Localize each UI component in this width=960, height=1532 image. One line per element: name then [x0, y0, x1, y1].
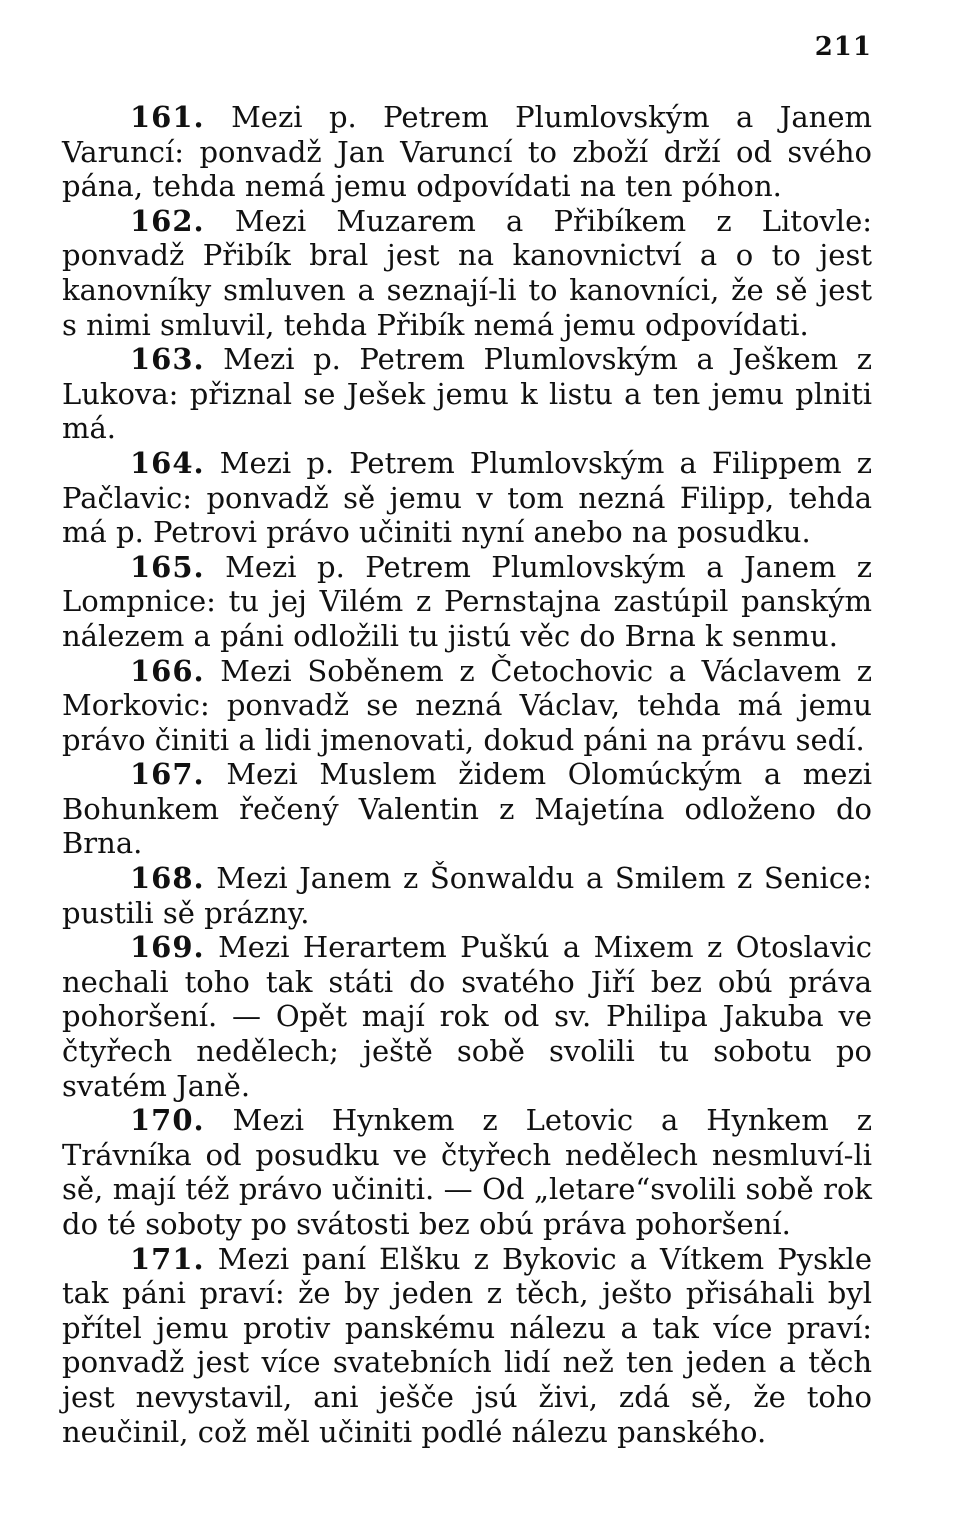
entry-169	[62, 930, 872, 1103]
entry-number: 164.	[130, 445, 205, 480]
entry-number: 165.	[130, 549, 205, 584]
entry-text: Mezi p. Petrem Plumlovským a Filippem z Pačlavic: ponvadž sě jemu v tom nezná Filipp, tehda má p. Petrovi právo učiniti nyní anebo na posudku.	[62, 445, 873, 550]
entry-171	[62, 1242, 872, 1450]
entry-text: Mezi Muzarem a Přibíkem z Litovle: ponvadž Přibík bral jest na kanovnictví a o to jest kanovníky smluven a seznají-li to kanovníci, že sě jest s nimi smluvil, tehda Přibík nemá jemu odpovídati.	[62, 203, 873, 342]
entry-168	[62, 861, 872, 930]
entry-number: 171.	[130, 1241, 205, 1276]
entry-162	[62, 204, 872, 342]
page-number: 211	[814, 32, 872, 62]
entry-text: Mezi p. Petrem Plumlovským a Janem Varuncí: ponvadž Jan Varuncí to zboží drží od svého pána, tehda nemá jemu odpovídati na ten póhon.	[62, 100, 873, 204]
entry-text: Mezi Herartem Puškú a Mixem z Otoslavic nechali toho tak státi do svatého Jiří bez obú práva pohoršení. — Opět mají rok od sv. Philipa Jakuba ve čtyřech nedělech; ještě sobě svolili tu sobotu po svatém Janě.	[62, 930, 872, 1103]
entry-number: 162.	[130, 203, 205, 238]
entry-number: 166.	[130, 653, 205, 688]
entry-164	[62, 446, 872, 550]
entry-text: Mezi Muslem židem Olomúckým a mezi Bohunkem řečený Valentin z Majetína odloženo do Brna.	[62, 757, 873, 861]
entry-text: Mezi paní Elšku z Bykovic a Vítkem Pyskle tak páni praví: že by jeden z těch, ješto přisáhali byl přítel jemu protiv panskému nálezu a tak více praví: ponvadž jest více svatebních lidí než ten jeden a těch jest nevystavil, ani ješče jsú živi, zdá sě, že toho neučinil, což měl učiniti podlé nálezu panského.	[62, 1241, 872, 1449]
entry-165	[62, 550, 872, 654]
entry-170	[62, 1103, 872, 1241]
entry-166	[62, 654, 872, 758]
entry-text: Mezi p. Petrem Plumlovským a Ješkem z Lukova: přiznal se Ješek jemu k listu a ten jemu plniti má.	[62, 342, 872, 446]
entry-number: 161.	[130, 100, 205, 134]
entry-163	[62, 342, 872, 446]
entry-number: 170.	[130, 1103, 205, 1138]
entries-list	[62, 0, 872, 1449]
entry-text: Mezi Janem z Šonwaldu a Smilem z Senice: pustili sě prázny.	[62, 861, 872, 930]
entry-number: 163.	[130, 342, 205, 377]
entry-167	[62, 757, 872, 861]
entry-number: 168.	[130, 861, 205, 896]
entry-161	[62, 100, 872, 204]
entry-text: Mezi p. Petrem Plumlovským a Janem z Lompnice: tu jej Vilém z Pernstajna zastúpil panským nálezem a páni odložili tu jistú věc do Brna k senmu.	[62, 549, 872, 653]
entry-text: Mezi Hynkem z Letovic a Hynkem z Trávníka od posudku ve čtyřech nedělech nesmluví-li sě, mají též právo učiniti. — Od „letare“svolili sobě rok do té soboty po svátosti bez obú práva pohoršení.	[62, 1103, 873, 1241]
entry-number: 169.	[130, 930, 205, 965]
entry-number: 167.	[130, 757, 205, 792]
entry-text: Mezi Soběnem z Četochovic a Václavem z Morkovic: ponvadž se nezná Václav, tehda má jemu právo činiti a lidi jmenovati, dokud páni na právu sedí.	[62, 653, 873, 757]
